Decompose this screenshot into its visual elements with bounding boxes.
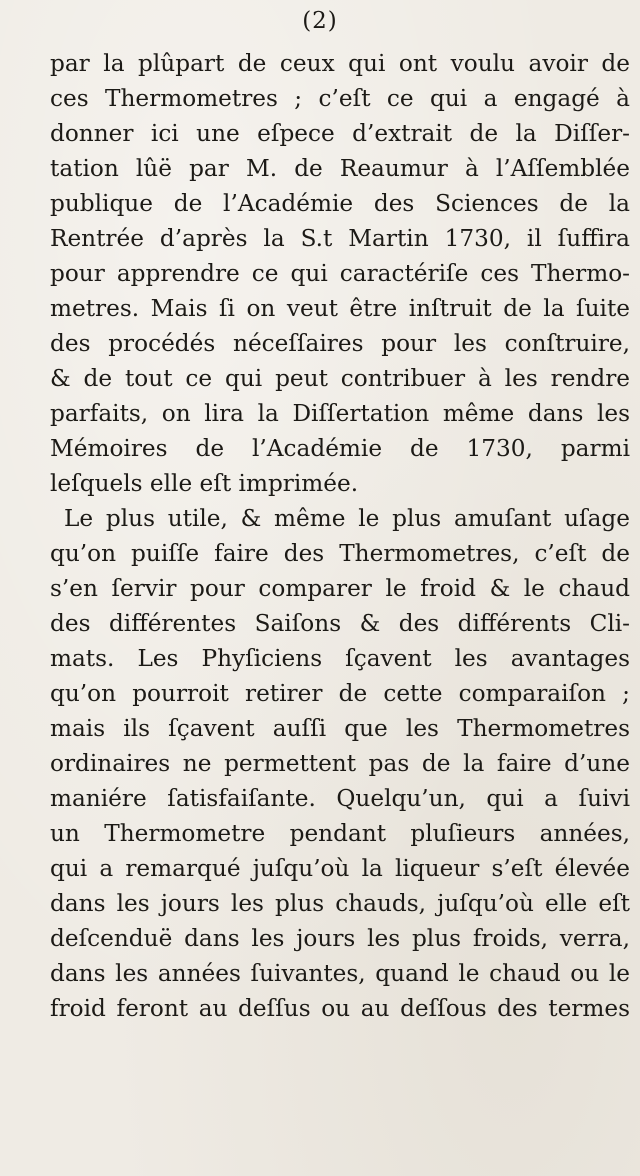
text-line: pour apprendre ce qui caractériſe ces Thermo- bbox=[50, 260, 630, 287]
body-text bbox=[50, 46, 630, 1026]
text-line: mais ils ſçavent auſſi que les Thermometres bbox=[50, 715, 630, 742]
text-line: qu’on pourroit retirer de cette comparaiſon ; bbox=[50, 680, 630, 707]
text-line: donner ici une eſpece d’extrait de la Diſſer- bbox=[50, 120, 630, 147]
text-line: des procédés néceſſaires pour les conſtruire, bbox=[50, 330, 630, 357]
text-line: s’en ſervir pour comparer le froid & le chaud bbox=[50, 575, 630, 602]
text-line: & de tout ce qui peut contribuer à les rendre bbox=[50, 365, 630, 392]
paragraph-1 bbox=[50, 46, 630, 501]
text-line: ordinaires ne permettent pas de la faire d’une bbox=[50, 750, 630, 777]
text-line: froid feront au deſſus ou au deſſous des termes bbox=[50, 995, 630, 1022]
text-line: mats. Les Phyſiciens ſçavent les avantages bbox=[50, 645, 630, 672]
paragraph-2 bbox=[50, 501, 630, 1026]
text-line: ces Thermometres ; c’eſt ce qui a engagé à bbox=[50, 85, 630, 112]
text-line: qui a remarqué juſqu’où la liqueur s’eſt élevée bbox=[50, 855, 630, 882]
text-line: leſquels elle eſt imprimée. bbox=[50, 470, 359, 497]
text-line: parfaits, on lira la Diſſertation même dans les bbox=[50, 400, 630, 427]
text-line: un Thermometre pendant pluſieurs années, bbox=[50, 820, 630, 847]
text-line: publique de l’Académie des Sciences de la bbox=[50, 190, 630, 217]
page-number: (2) bbox=[302, 8, 338, 34]
text-line: Le plus utile, & même le plus amuſant uſage bbox=[64, 505, 630, 532]
text-line: dans les années ſuivantes, quand le chaud ou le bbox=[50, 960, 630, 987]
text-line: qu’on puiſſe faire des Thermometres, c’eſt de bbox=[50, 540, 630, 567]
text-line: maniére ſatisfaiſante. Quelqu’un, qui a ſuivi bbox=[50, 785, 630, 812]
text-line: des différentes Saiſons & des différents Cli- bbox=[50, 610, 630, 637]
text-line: deſcenduë dans les jours les plus froids, verra, bbox=[50, 925, 630, 952]
text-line: par la plûpart de ceux qui ont voulu avoir de bbox=[50, 50, 630, 77]
text-line: metres. Mais ſi on veut être inſtruit de la ſuite bbox=[50, 295, 630, 322]
text-line: tation lûë par M. de Reaumur à l’Aſſemblée bbox=[50, 155, 630, 182]
text-line: Rentrée d’après la S.t Martin 1730, il ſuffira bbox=[50, 225, 630, 252]
text-line: dans les jours les plus chauds, juſqu’où elle eſt bbox=[50, 890, 630, 917]
text-line: Mémoires de l’Académie de 1730, parmi bbox=[50, 435, 630, 462]
